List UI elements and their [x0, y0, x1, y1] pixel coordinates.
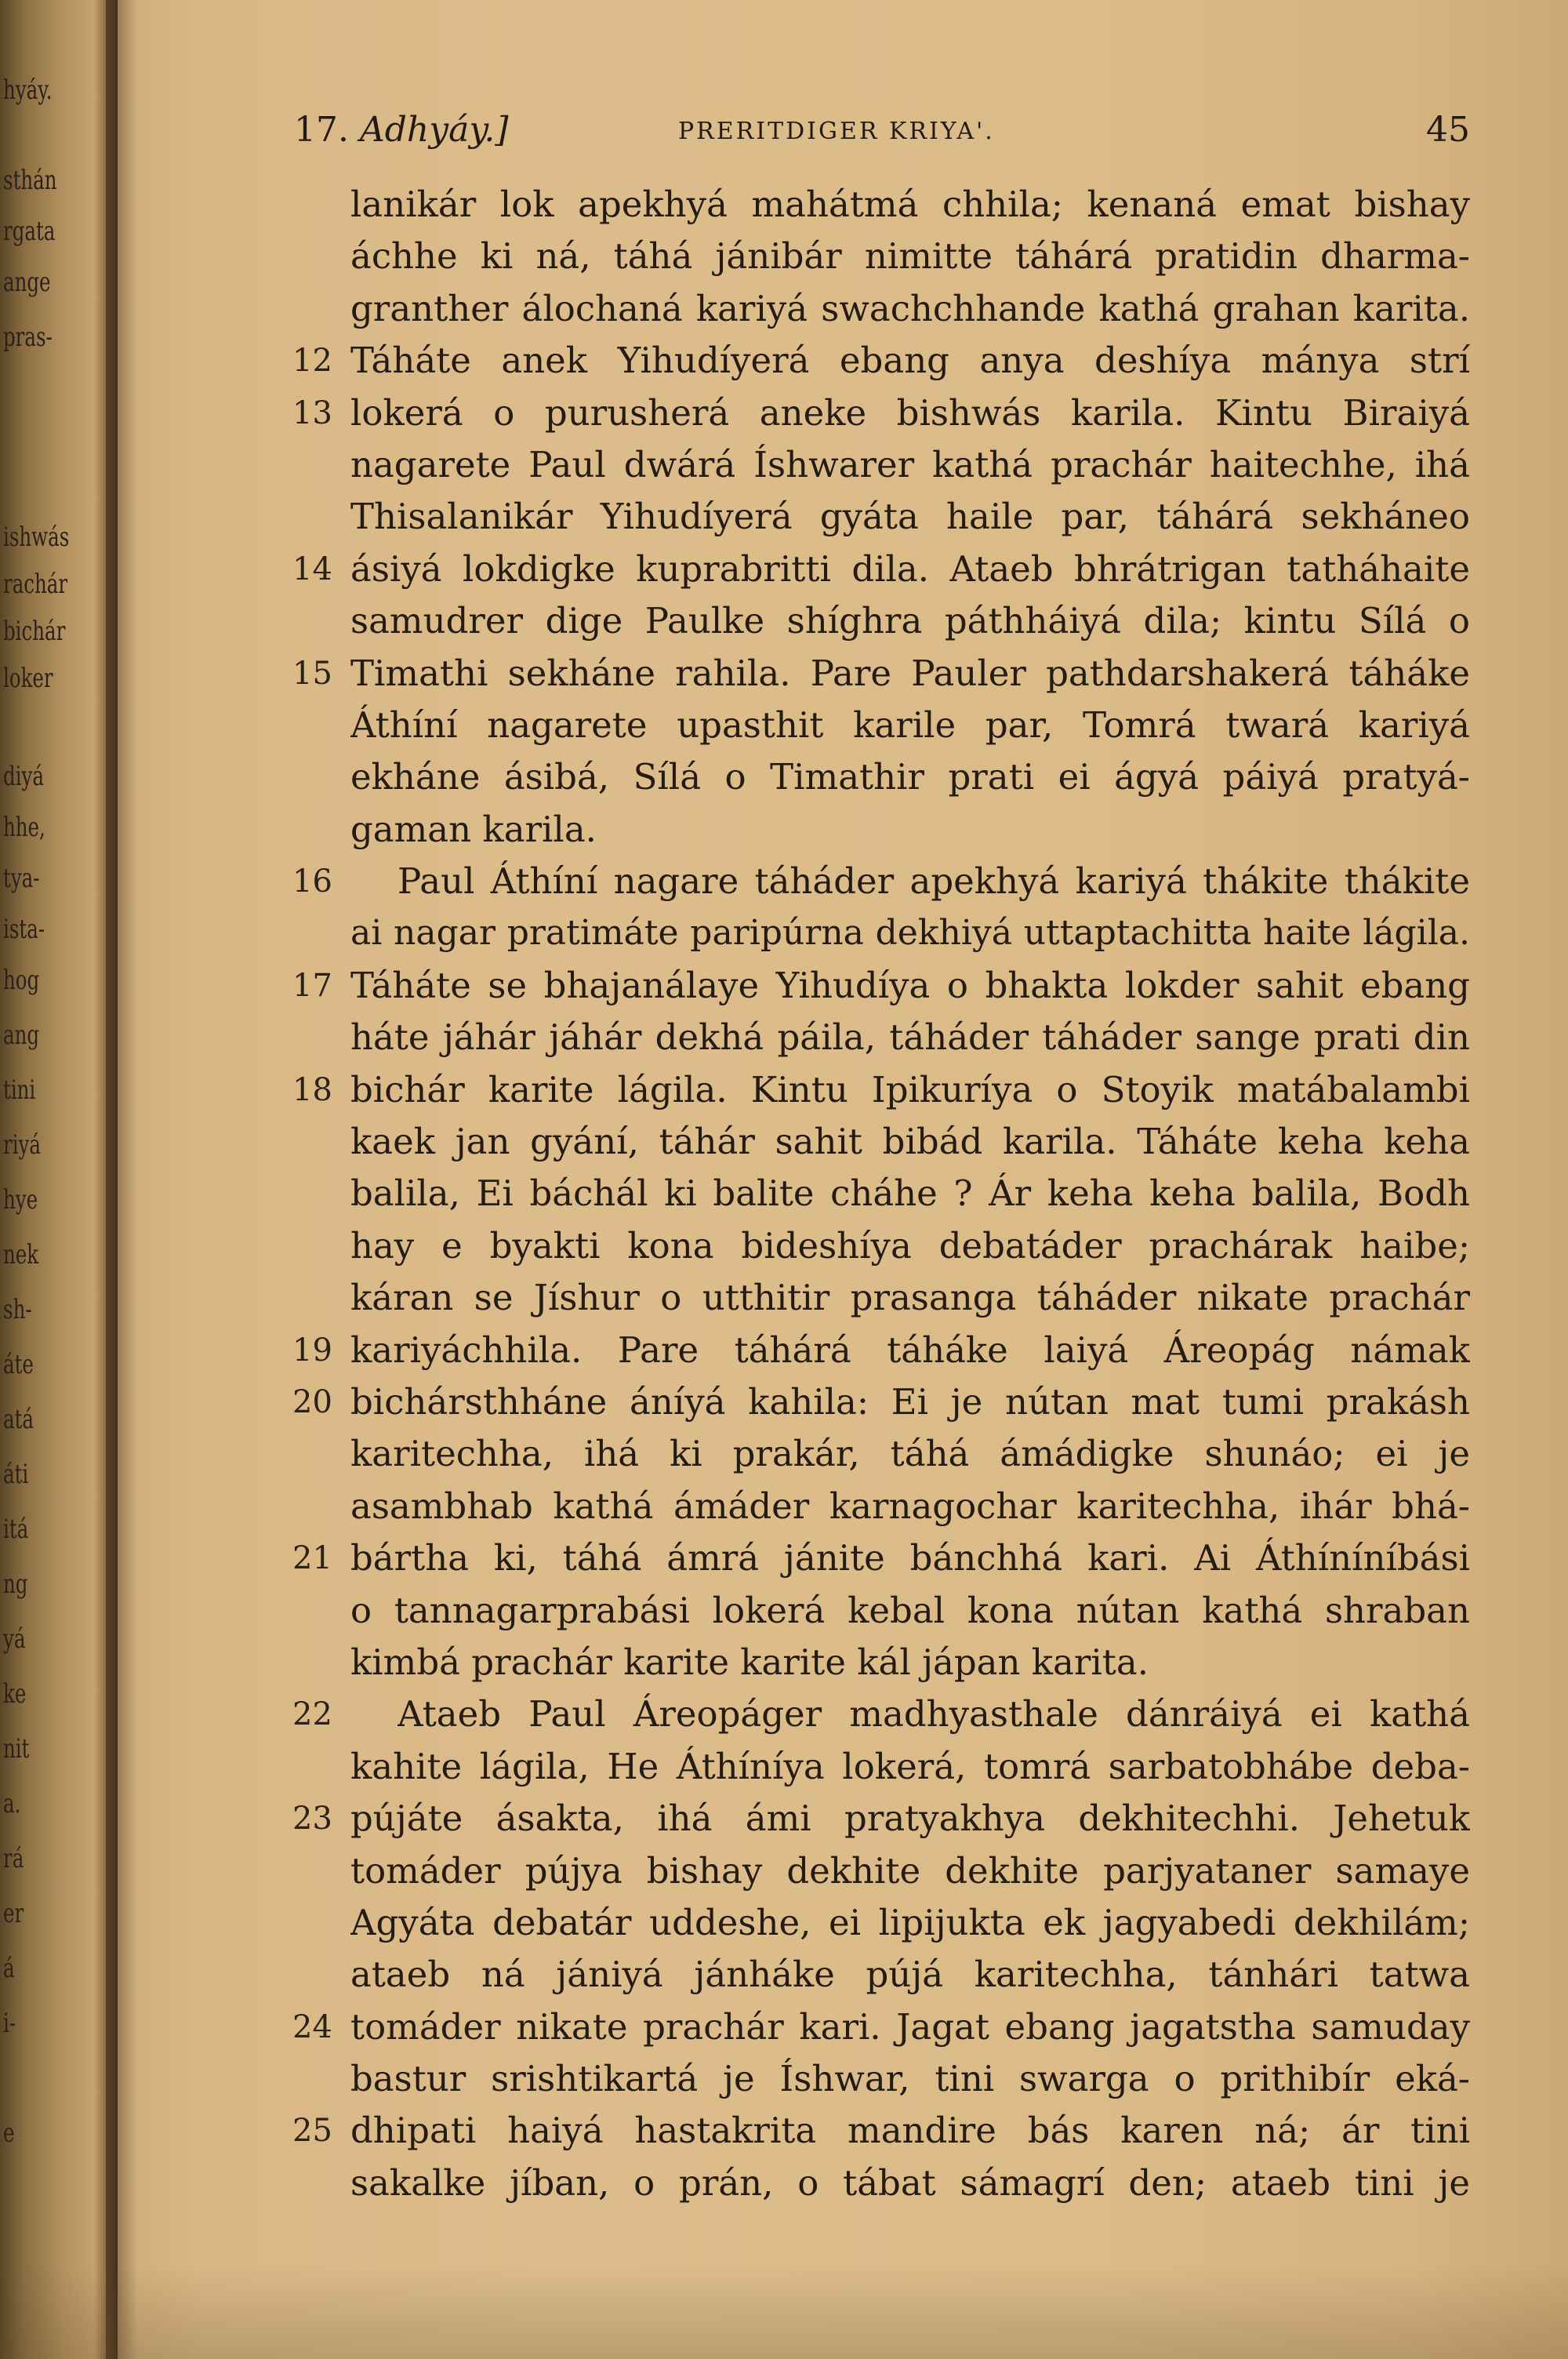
verse-number: 20 [292, 1383, 332, 1420]
line-text: Paul Áthíní nagare táháder apekhyá kariyá thákite thákite [397, 860, 1470, 903]
verse-number: 19 [292, 1332, 332, 1369]
line-text: ai nagar pratimáte paripúrna dekhiyá uttaptachitta haite lágila. [350, 913, 1470, 954]
line-text: Agyáta debatár uddeshe, ei lipijukta ek jagyabedi dekhilám; [350, 1901, 1470, 1943]
line-text: Táháte se bhajanálaye Yihudíya o bhakta lokder sahit ebang [350, 964, 1470, 1006]
text-line [294, 1741, 1470, 1793]
running-header [294, 110, 1470, 157]
facing-page-fragment: sthán [3, 165, 57, 196]
text-line [294, 387, 1470, 439]
line-text: ataeb ná jániyá jánháke pújá karitechha, tánhári tatwa [350, 1954, 1470, 1996]
facing-page-fragment: a. [3, 1788, 21, 1819]
text-line [294, 648, 1470, 700]
line-text: lokerá o purusherá aneke bishwás karila. Kintu Biraiyá [350, 391, 1470, 434]
verse-number: 13 [292, 394, 332, 431]
text-line [294, 856, 1470, 907]
facing-page-fragment: á [3, 1953, 15, 1984]
facing-page-fragment: tya- [3, 863, 40, 894]
text-line [294, 1168, 1470, 1219]
facing-page-fragment: ange [3, 267, 51, 298]
verse-number: 18 [292, 1071, 332, 1108]
line-text: bastur srishtikartá je Íshwar, tini swarga o prithibír eká- [350, 2058, 1470, 2100]
facing-page-fragment: loker [3, 663, 53, 694]
line-text: bichár karite lágila. Kintu Ipikuríya o Stoyik matábalambi [350, 1068, 1470, 1110]
line-text: kimbá prachár karite karite kál jápan karita. [350, 1641, 1149, 1683]
line-text: tomáder nikate prachár kari. Jagat ebang jagatstha samuday [350, 2005, 1470, 2048]
facing-page-fragment: tini [3, 1074, 36, 1106]
text-line [294, 1220, 1470, 1272]
text-line [294, 2053, 1470, 2105]
text-line [294, 1688, 1470, 1740]
chapter-title: Adhyáy.] [359, 110, 509, 150]
facing-page-fragment: nit [3, 1733, 30, 1765]
chapter-number: 17. [294, 110, 349, 150]
chapter-reference [294, 110, 509, 150]
text-line [294, 1325, 1470, 1376]
verse-number: 16 [292, 863, 332, 900]
facing-page-fragment: hyáy. [3, 75, 53, 106]
page-number: 45 [1426, 110, 1470, 150]
line-text: kahite lágila, He Áthíníya lokerá, tomrá sarbatobhábe deba- [350, 1745, 1470, 1787]
line-text: tomáder pújya bishay dekhite dekhite parjyataner samaye [350, 1849, 1470, 1892]
text-line [294, 2001, 1470, 2053]
facing-page-fragment: ang [3, 1020, 40, 1051]
line-text: asambhab kathá ámáder karnagochar karitechha, ihár bhá- [350, 1485, 1470, 1527]
text-line [294, 804, 1470, 856]
text-line [294, 1116, 1470, 1168]
line-text: ásiyá lokdigke kuprabritti dila. Ataeb bhrátrigan tatháhaite [350, 547, 1470, 590]
facing-page-fragment: sh- [3, 1294, 32, 1325]
text-line [294, 1949, 1470, 2001]
line-text: bártha ki, táhá ámrá jánite bánchhá kari. Ai Áthíníníbási [350, 1537, 1470, 1579]
facing-page-fragment: hog [3, 965, 40, 996]
text-line [294, 1376, 1470, 1428]
verse-number: 14 [292, 551, 332, 587]
line-text: sakalke jíban, o prán, o tábat sámagrí den; ataeb tini je [350, 2161, 1470, 2204]
verse-number: 23 [292, 1801, 332, 1837]
facing-page-fragment: hye [3, 1184, 38, 1216]
line-text: kaek jan gyání, táhár sahit bibád karila. Táháte keha keha [350, 1121, 1470, 1163]
verse-number: 24 [292, 2008, 332, 2045]
text-line [294, 1793, 1470, 1845]
facing-page-fragment: pras- [3, 322, 53, 353]
text-line [294, 1481, 1470, 1532]
facing-page-fragment: er [3, 1898, 24, 1929]
line-text: gaman karila. [350, 808, 597, 850]
line-text: káran se Jíshur o utthitir prasanga táháder nikate prachár [350, 1277, 1470, 1319]
line-text: samudrer dige Paulke shíghra páthháiyá dila; kintu Sílá o [350, 600, 1470, 642]
facing-page-fragment: ista- [3, 914, 45, 945]
facing-page-fragment: ng [3, 1568, 28, 1600]
text-line [294, 1064, 1470, 1116]
line-text: hay e byakti kona bideshíya debatáder prachárak haibe; [350, 1224, 1470, 1267]
body-text [294, 179, 1470, 2209]
line-text: lanikár lok apekhyá mahátmá chhila; kenaná emat bishay [350, 184, 1470, 225]
line-text: Timathi sekháne rahila. Pare Pauler pathdarshakerá táháke [350, 652, 1470, 694]
line-text: granther álochaná kariyá swachchhande kathá grahan karita. [350, 287, 1470, 329]
text-line [294, 179, 1470, 231]
text-line [294, 1585, 1470, 1637]
facing-page-fragment: riyá [3, 1129, 41, 1161]
line-text: pújáte ásakta, ihá ámi pratyakhya dekhitechhi. Jehetuk [350, 1797, 1470, 1840]
verse-number: 25 [292, 2113, 332, 2150]
text-line [294, 751, 1470, 803]
facing-page-fragment: diyá [3, 761, 44, 792]
text-line [294, 1637, 1470, 1688]
line-text: Táháte anek Yihudíyerá ebang anya deshíya mánya strí [350, 340, 1470, 382]
text-line [294, 1012, 1470, 1063]
line-text: ekháne ásibá, Sílá o Timathir prati ei ágyá páiyá pratyá- [350, 756, 1470, 798]
facing-page-fragment: bichár [3, 616, 66, 647]
facing-page-fragment: áte [3, 1349, 34, 1380]
facing-page-text-fragments [0, 0, 110, 2359]
facing-page-fragment: ishwás [3, 522, 70, 553]
line-text: kariyáchhila. Pare táhárá táháke laiyá Áreopág námak [350, 1329, 1470, 1371]
facing-page-fragment: i- [3, 2008, 16, 2039]
facing-page-fragment: rá [3, 1843, 24, 1874]
text-line [294, 2157, 1470, 2209]
verse-number: 21 [292, 1540, 332, 1577]
verse-number: 22 [292, 1696, 332, 1733]
text-line [294, 595, 1470, 647]
verse-number: 15 [292, 655, 332, 692]
facing-page-fragment: e [3, 2117, 15, 2149]
text-line [294, 1845, 1470, 1897]
line-text: bichársthháne áníyá kahila: Ei je nútan mat tumi prakásh [350, 1380, 1470, 1423]
line-text: balila, Ei báchál ki balite cháhe ? Ár keha keha balila, Bodh [350, 1172, 1470, 1215]
line-text: nagarete Paul dwárá Íshwarer kathá prachár haitechhe, ihá [350, 443, 1470, 485]
facing-page-fragment: rgata [3, 216, 56, 247]
verse-number: 12 [292, 343, 332, 380]
running-title: PRERITDIGER KRIYA'. [678, 118, 995, 145]
facing-page-fragment: nek [3, 1239, 39, 1270]
facing-page-fragment: hhe, [3, 812, 45, 843]
text-line [294, 231, 1470, 282]
line-text: Áthíní nagarete upasthit karile par, Tomrá twará kariyá [350, 703, 1470, 746]
text-line [294, 907, 1470, 959]
facing-page-fragment: yá [3, 1623, 26, 1655]
line-text: Ataeb Paul Áreopáger madhyasthale dánráiyá ei kathá [397, 1693, 1470, 1736]
text-line [294, 1428, 1470, 1480]
text-line [294, 960, 1470, 1012]
facing-page-fragment: áti [3, 1459, 29, 1490]
text-line [294, 543, 1470, 595]
facing-page-fragment: ke [3, 1678, 27, 1710]
line-text: karitechha, ihá ki prakár, táhá ámádigke shunáo; ei je [350, 1433, 1470, 1475]
text-line [294, 491, 1470, 543]
facing-page-fragment: itá [3, 1514, 29, 1545]
page-shadow [0, 2265, 1568, 2359]
text-line [294, 2105, 1470, 2157]
line-text: áchhe ki ná, táhá jánibár nimitte táhárá pratidin dharma- [350, 235, 1470, 278]
text-line [294, 1532, 1470, 1584]
line-text: Thisalanikár Yihudíyerá gyáta haile par, táhárá sekháneo [350, 496, 1470, 538]
line-text: o tannagarprabási lokerá kebal kona nútan kathá shraban [350, 1589, 1470, 1631]
book-gutter [106, 0, 137, 2359]
text-line [294, 335, 1470, 387]
line-text: háte jáhár jáhár dekhá páila, táháder táháder sange prati din [350, 1016, 1470, 1059]
text-line [294, 1897, 1470, 1949]
text-line [294, 1272, 1470, 1324]
text-line [294, 283, 1470, 335]
verse-number: 17 [292, 967, 332, 1004]
facing-page-fragment: rachár [3, 569, 68, 600]
text-line [294, 439, 1470, 491]
text-line [294, 700, 1470, 751]
facing-page-fragment: atá [3, 1404, 34, 1435]
line-text: dhipati haiyá hastakrita mandire bás karen ná; ár tini [350, 2110, 1470, 2152]
